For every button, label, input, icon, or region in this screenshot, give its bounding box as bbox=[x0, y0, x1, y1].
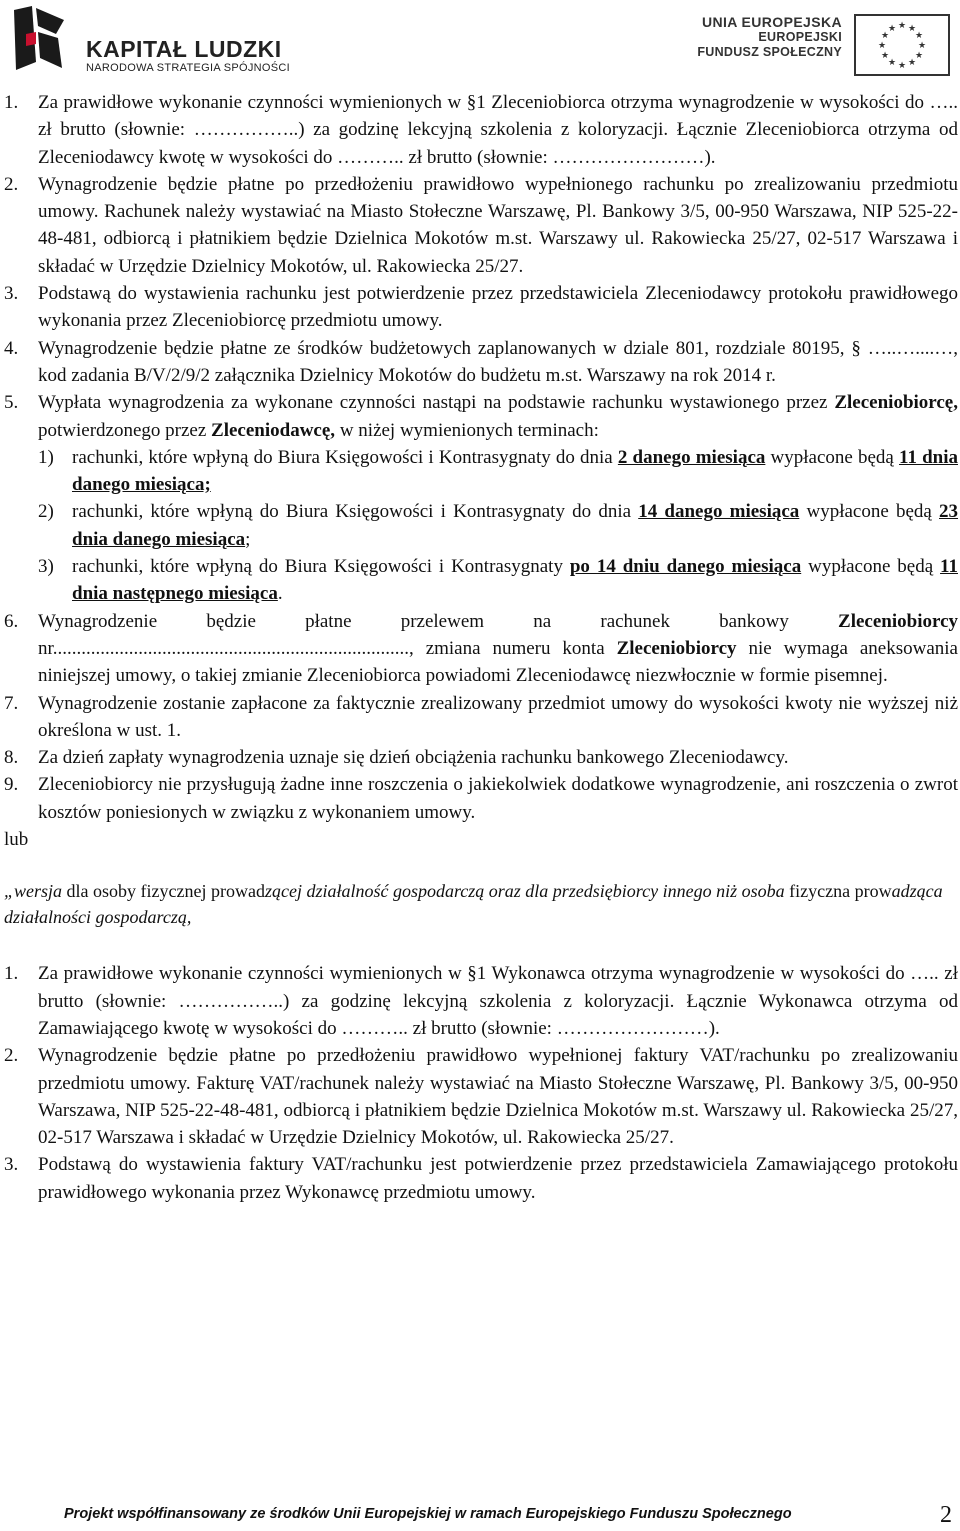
alt-clause-1 bbox=[4, 960, 958, 1042]
kapital-ludzki-logo bbox=[6, 4, 306, 74]
clause-text: Podstawą do wystawienia rachunku jest potwierdzenie przez przedstawiciela Zleceniodawcy protokołu prawidłowego wykonania przez Zleceniobiorcę przedmiotu umowy. bbox=[38, 283, 958, 332]
clause-text: Za prawidłowe wykonanie czynności wymienionych w §1 Zleceniobiorca otrzyma wynagrodzenie w wysokości do ….. zł brutto (słownie: ……………..) za godzinę lekcyjną szkolenia z koloryzacji. Łącznie Zleceniobiorca otrzyma od Zleceniodawcy kwotę w wysokości do ……….. zł brutto (słownie: ……………………). bbox=[38, 92, 958, 168]
clause-number: 9. bbox=[4, 774, 19, 796]
clause-text: Wynagrodzenie będzie płatne ze środków budżetowych zaplanowanych w dziale 801, rozdziale 80195, § …..…....…, kod zadania B/V/2/9/2 załącznika Dzielnicy Mokotów do budżetu m.st. Warszawy na rok 2014 r. bbox=[38, 337, 958, 386]
clause-text: Za dzień zapłaty wynagrodzenia uznaje się dzień obciążenia rachunku bankowego Zleceniodawcy. bbox=[38, 747, 789, 769]
kapital-ludzki-title: KAPITAŁ LUDZKI bbox=[86, 36, 282, 62]
clause-text: Wynagrodzenie będzie płatne po przedłożeniu prawidłowo wypełnionego rachunku po zrealizowaniu przedmiotu umowy. Rachunek należy wystawiać na Miasto Stołeczne Warszawę, Pl. Bankowy 3/5, 00-950 Warszawa, NIP 525-22-48-481, odbiorcą i płatnikiem będzie Dzielnica Mokotów m.st. Warszawy ul. Rakowiecka 25/27, 02-517 Warszawa i składać w Urzędzie Dzielnicy Mokotów, ul. Rakowiecka 25/27. bbox=[38, 173, 958, 277]
clause-text: Podstawą do wystawienia faktury VAT/rachunku jest potwierdzenie przez przedstawiciela Zamawiającego protokołu prawidłowego wykonania przez Wykonawcę przedmiotu umowy. bbox=[38, 1154, 958, 1203]
eu-logo-line1: UNIA EUROPEJSKA bbox=[701, 14, 842, 30]
svg-text:★: ★ bbox=[917, 41, 927, 51]
subclause-1 bbox=[38, 444, 958, 499]
clause-number: 2. bbox=[4, 1045, 19, 1067]
page-footer bbox=[0, 1500, 960, 1531]
text-run: wypłacone będą bbox=[765, 446, 899, 468]
svg-text:★: ★ bbox=[887, 58, 897, 68]
bold-party: Zleceniodawcę, bbox=[211, 419, 336, 441]
footer-funding-note: Projekt współfinansowany ze środków Unii Europejskiej w ramach Europejskiego Funduszu Społecznego bbox=[64, 1506, 792, 1522]
svg-text:★: ★ bbox=[897, 21, 907, 31]
svg-text:★: ★ bbox=[907, 58, 917, 68]
text-run: potwierdzonego przez bbox=[38, 419, 212, 441]
clause-number: 1. bbox=[4, 963, 19, 985]
clause-number: 5. bbox=[4, 392, 19, 414]
text-run: ; bbox=[245, 528, 251, 550]
text-run: rachunki, które wpłyną do Biura Księgowości i Kontrasygnaty do dnia bbox=[72, 446, 618, 468]
alt-clause-3 bbox=[4, 1151, 958, 1206]
deadline-date: po 14 dniu danego miesiąca bbox=[569, 556, 802, 578]
text-run: fizyczna prow bbox=[784, 881, 892, 902]
clause-text bbox=[38, 389, 958, 444]
subclause-3 bbox=[38, 553, 958, 608]
subclause-number: 3) bbox=[38, 556, 54, 578]
svg-text:★: ★ bbox=[914, 51, 924, 61]
clause-number: 3. bbox=[4, 1154, 19, 1176]
clause-text: Za prawidłowe wykonanie czynności wymienionych w §1 Wykonawca otrzyma wynagrodzenie w wysokości do ….. zł brutto (słownie: ……………..) za godzinę lekcyjną szkolenia z koloryzacji. Łącznie Wykonawca otrzyma od Zamawiającego kwotę w wysokości do ……….. zł brutto (słownie: ……………………). bbox=[38, 963, 958, 1039]
subclause-text bbox=[72, 498, 958, 553]
page-header bbox=[0, 0, 960, 88]
svg-text:★: ★ bbox=[877, 41, 887, 51]
eu-logo-text bbox=[697, 14, 842, 60]
bold-party: Zleceniobiorcy bbox=[616, 637, 737, 659]
page-number: 2 bbox=[940, 1502, 952, 1528]
clause-4 bbox=[4, 335, 958, 390]
clause-5 bbox=[4, 389, 958, 607]
subclause-number: 1) bbox=[38, 446, 54, 468]
version-intro bbox=[4, 878, 958, 930]
deadline-date: 2 danego miesiąca bbox=[617, 446, 766, 468]
subclause-2 bbox=[38, 498, 958, 553]
clause-6 bbox=[4, 608, 958, 690]
alternative-clauses bbox=[4, 960, 958, 1206]
text-run: . bbox=[277, 583, 283, 605]
clause-7 bbox=[4, 690, 958, 745]
subclause-text bbox=[72, 444, 958, 499]
svg-text:★: ★ bbox=[907, 24, 917, 34]
eu-logo-line2: EUROPEJSKI bbox=[758, 30, 842, 44]
subclause-text bbox=[72, 553, 958, 608]
clause-number: 3. bbox=[4, 283, 19, 305]
alt-clause-2 bbox=[4, 1042, 958, 1151]
payment-date: 11 dnia następnego miesiąca bbox=[72, 556, 958, 605]
clause-2 bbox=[4, 171, 958, 280]
clause-number: 7. bbox=[4, 692, 19, 714]
clause-9 bbox=[4, 771, 958, 826]
alternative-separator: lub bbox=[4, 829, 29, 851]
eu-logo-line3: FUNDUSZ SPOŁECZNY bbox=[697, 45, 842, 59]
text-run: w niżej wymienionych terminach: bbox=[335, 419, 599, 441]
payment-date: 23 dnia danego miesiąca bbox=[72, 501, 959, 550]
clause-text bbox=[38, 608, 958, 690]
text-run: Wynagrodzenie będzie płatne przelewem na rachunek bankowy bbox=[38, 610, 839, 632]
text-run: rachunki, które wpłyną do Biura Księgowości i Kontrasygnaty bbox=[72, 556, 570, 578]
clause-number: 6. bbox=[4, 610, 19, 632]
svg-text:★: ★ bbox=[880, 31, 890, 41]
svg-text:★: ★ bbox=[887, 24, 897, 34]
text-run: wypłacone będą bbox=[801, 556, 941, 578]
payment-date: 11 dnia danego miesiąca; bbox=[72, 446, 959, 496]
clause-number: 8. bbox=[4, 747, 19, 769]
text-run: rachunki, które wpłyną do Biura Księgowości i Kontrasygnaty do dnia bbox=[72, 501, 639, 523]
text-run: wypłacone będą bbox=[799, 501, 940, 523]
kapital-ludzki-subtitle: NARODOWA STRATEGIA SPÓJNOŚCI bbox=[86, 62, 290, 74]
subclause-number: 2) bbox=[38, 501, 54, 523]
clause-number: 4. bbox=[4, 337, 19, 359]
text-run: nr..........................................................................., zmiana numeru konta bbox=[38, 637, 617, 659]
kapital-ludzki-emblem-icon bbox=[6, 4, 70, 74]
document-body bbox=[4, 89, 958, 1206]
text-run: dla osoby fizycznej prowad bbox=[62, 881, 265, 902]
text-run: adząca działalności gospodarczą, bbox=[4, 881, 943, 928]
clause-number: 2. bbox=[4, 173, 19, 195]
svg-text:★: ★ bbox=[880, 51, 890, 61]
clause-number: 1. bbox=[4, 92, 19, 113]
clause-3 bbox=[4, 280, 958, 335]
clause-1 bbox=[4, 89, 958, 171]
clause-8 bbox=[4, 744, 958, 771]
text-run: „wersja bbox=[4, 881, 63, 902]
text-run: nie wymaga aneksowania niniejszej umowy, o takiej zmianie Zleceniobiorca powiadomi Zleceniodawcę niezwłocznie w formie pisemnej. bbox=[38, 637, 958, 687]
eu-flag-icon bbox=[854, 14, 950, 76]
bold-party: Zleceniobiorcę, bbox=[834, 392, 958, 414]
text-run: zącej działalność gospodarczą oraz dla przedsiębiorcy innego niż osoba bbox=[264, 881, 785, 902]
deadline-date: 14 danego miesiąca bbox=[638, 501, 800, 523]
clause-text: Zleceniobiorcy nie przysługują żadne inne roszczenia o jakiekolwiek dodatkowe wynagrodzenie, ani roszczenia o zwrot kosztów poniesionych w związku z wykonaniem umowy. bbox=[38, 774, 958, 823]
text-run: Wypłata wynagrodzenia za wykonane czynności nastąpi na podstawie rachunku wystawionego przez bbox=[38, 392, 835, 414]
svg-text:★: ★ bbox=[897, 61, 907, 71]
clause-text: Wynagrodzenie będzie płatne po przedłożeniu prawidłowo wypełnionej faktury VAT/rachunku po zrealizowaniu przedmiotu umowy. Fakturę VAT/rachunek należy wystawiać na Miasto Stołeczne Warszawę, Pl. Bankowy 3/5, 00-950 Warszawa, NIP 525-22-48-481, odbiorcą i płatnikiem będzie Dzielnica Mokotów m.st. Warszawy ul. Rakowiecka 25/27, 02-517 Warszawa i składać w Urzędzie Dzielnicy Mokotów, ul. Rakowiecka 25/27. bbox=[38, 1045, 958, 1149]
clause-text: Wynagrodzenie zostanie zapłacone za faktycznie zrealizowany przedmiot umowy do wysokości kwoty nie wyższej niż określona w ust. 1. bbox=[38, 692, 958, 741]
bold-party: Zleceniobiorcy bbox=[838, 610, 958, 632]
svg-text:★: ★ bbox=[914, 31, 924, 41]
